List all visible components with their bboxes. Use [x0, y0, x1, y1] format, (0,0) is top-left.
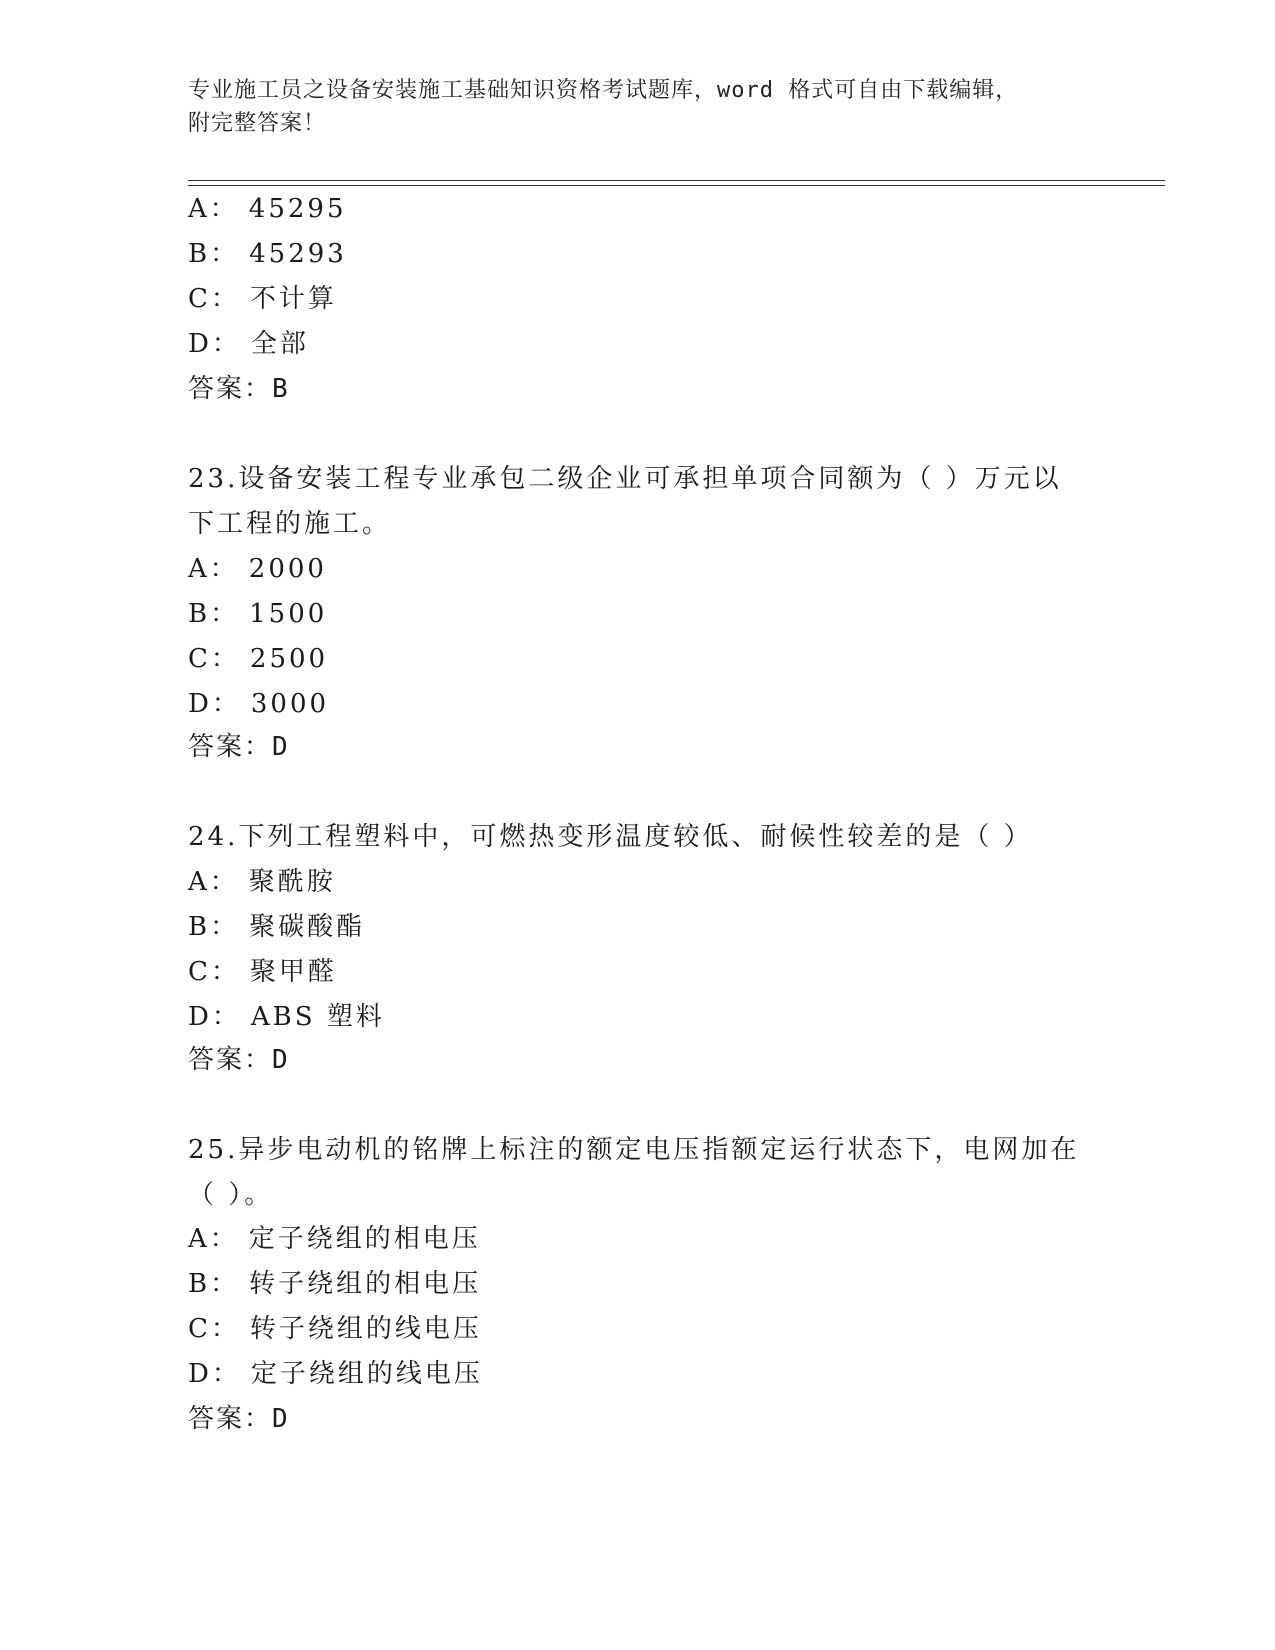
option-label: A：: [188, 554, 239, 584]
option-row: [188, 552, 327, 586]
answer-row: [188, 1402, 290, 1436]
option-label: B：: [188, 912, 240, 942]
option-row: [188, 327, 309, 361]
option-row: [188, 1312, 482, 1346]
answer-label: 答案：: [188, 374, 273, 404]
option-text: 2500: [249, 644, 329, 674]
option-text: 1500: [249, 599, 328, 629]
option-label: B：: [188, 239, 240, 269]
answer-value: D: [272, 732, 290, 762]
answer-row: [188, 1043, 290, 1077]
option-row: [188, 1267, 481, 1301]
option-text: 聚甲醛: [249, 957, 337, 987]
option-text: 定子绕组的相电压: [248, 1224, 481, 1254]
header-divider-bottom: [188, 185, 1165, 186]
question-stem: （ ）。: [188, 1180, 274, 1210]
answer-label: 答案：: [188, 1045, 273, 1075]
option-label: A：: [188, 1224, 239, 1254]
answer-value: D: [272, 1404, 290, 1434]
option-text: 转子绕组的相电压: [249, 1269, 482, 1299]
option-label: C：: [188, 644, 240, 674]
option-label: B：: [188, 1269, 240, 1299]
option-row: [188, 282, 337, 316]
answer-row: [188, 730, 290, 764]
option-row: [188, 642, 328, 676]
option-label: D：: [188, 689, 241, 719]
option-text: 不计算: [249, 284, 337, 314]
option-row: [188, 910, 365, 944]
option-text: 2000: [248, 554, 327, 584]
question-stem: 25.异步电动机的铭牌上标注的额定电压指额定运行状态下，电网加在: [188, 1135, 1080, 1165]
question-stem: 下工程的施工。: [188, 509, 392, 539]
option-label: D：: [188, 1002, 241, 1032]
option-text: 全部: [250, 329, 309, 359]
header-line-1: 专业施工员之设备安装施工基础知识资格考试题库，word 格式可自由下载编辑，: [188, 78, 1019, 103]
answer-value: B: [272, 374, 290, 404]
option-row: [188, 865, 336, 899]
option-label: C：: [188, 957, 240, 987]
document-header: [188, 74, 1088, 140]
answer-row: [188, 372, 290, 406]
question-stem: 24.下列工程塑料中，可燃热变形温度较低、耐候性较差的是（ ）: [188, 822, 1033, 852]
option-text: 聚碳酸酯: [249, 912, 366, 942]
option-text: ABS 塑料: [250, 1002, 385, 1032]
option-row: [188, 1222, 481, 1256]
option-row: [188, 597, 327, 631]
option-row: [188, 192, 347, 226]
option-label: B：: [188, 599, 240, 629]
option-row: [188, 237, 347, 271]
option-row: [188, 1357, 483, 1391]
answer-label: 答案：: [188, 1404, 273, 1434]
header-line-2: 附完整答案！: [188, 111, 327, 136]
answer-label: 答案：: [188, 732, 273, 762]
option-row: [188, 687, 329, 721]
option-text: 聚酰胺: [248, 867, 336, 897]
option-text: 定子绕组的线电压: [250, 1359, 483, 1389]
option-label: D：: [188, 329, 241, 359]
answer-value: D: [272, 1045, 290, 1075]
option-row: [188, 955, 337, 989]
option-label: C：: [188, 1314, 240, 1344]
option-label: A：: [188, 194, 239, 224]
option-label: D：: [188, 1359, 241, 1389]
option-text: 3000: [250, 689, 330, 719]
option-row: [188, 1000, 385, 1034]
header-divider-top: [188, 180, 1165, 181]
option-text: 45293: [249, 239, 347, 269]
option-text: 转子绕组的线电压: [249, 1314, 482, 1344]
option-label: C：: [188, 284, 240, 314]
question-stem: 23.设备安装工程专业承包二级企业可承担单项合同额为（ ）万元以: [188, 464, 1062, 494]
option-text: 45295: [248, 194, 347, 224]
option-label: A：: [188, 867, 239, 897]
